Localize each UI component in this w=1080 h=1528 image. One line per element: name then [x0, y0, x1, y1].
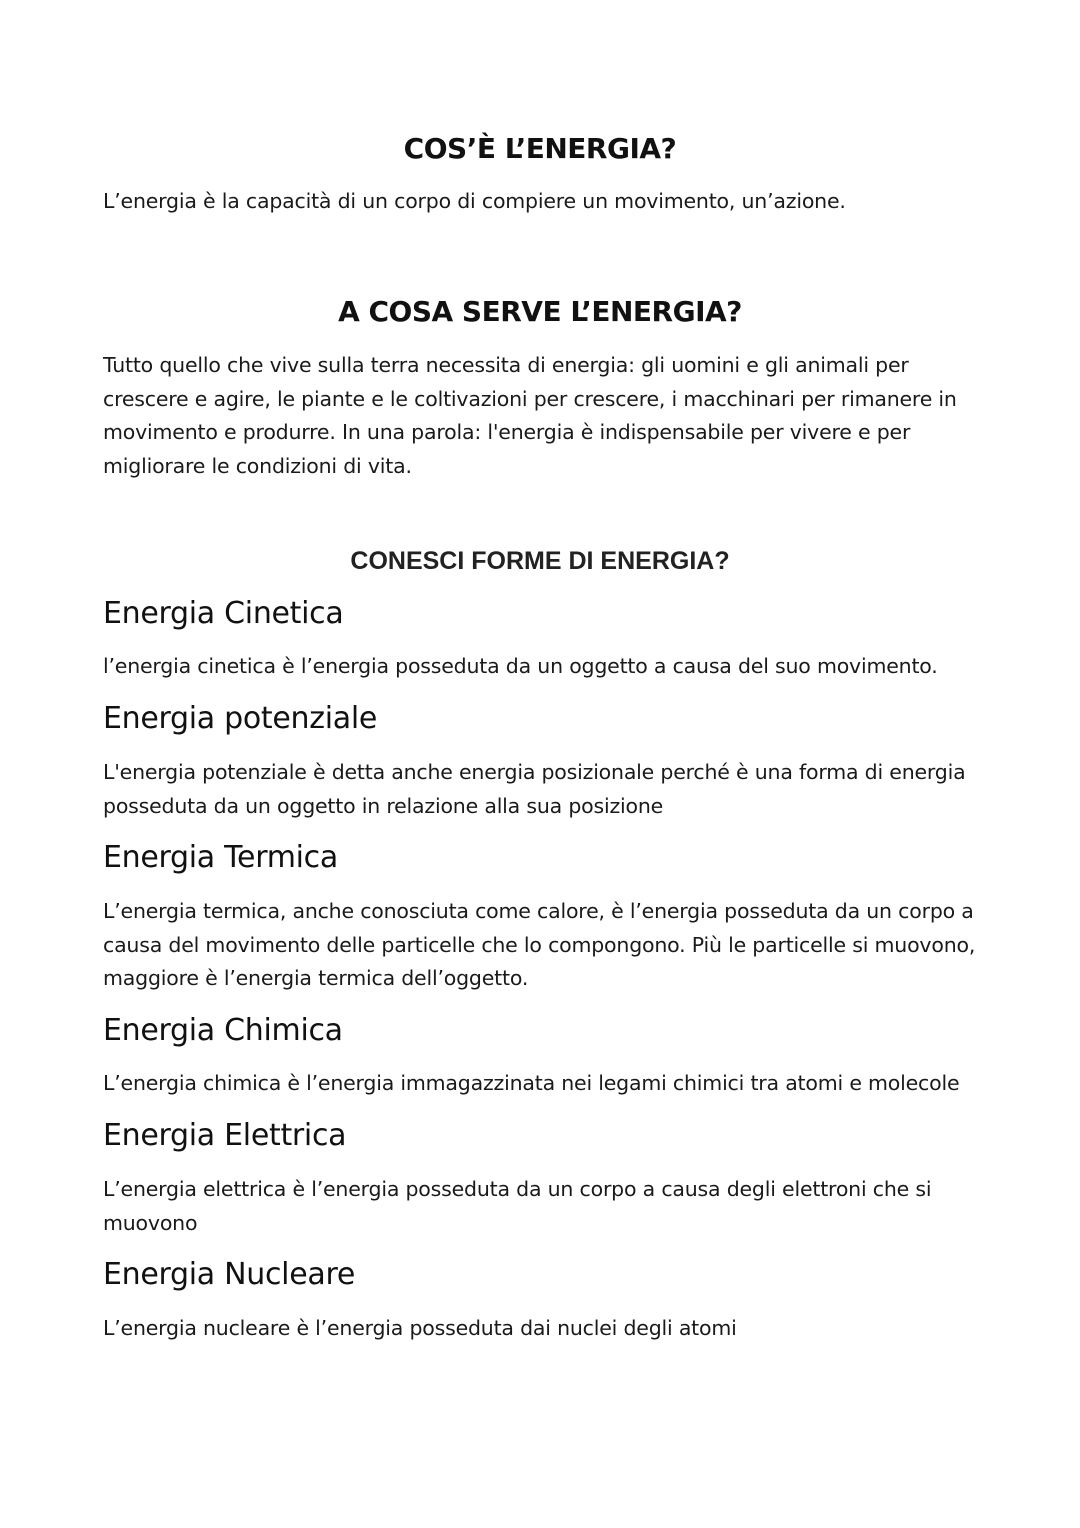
- forms-title: CONESCI FORME DI ENERGIA?: [350, 547, 730, 575]
- purpose-text: Tutto quello che vive sulla terra necessita di energia: gli uomini e gli animali per crescere e agire, le piante e le coltivazioni per crescere, i macchinari per rimanere in movimento e produrre. In una parola: l'energia è indispensabile per vivere e per migliorare le condizioni di vita.: [103, 353, 957, 478]
- intro-title: COS’È L’ENERGIA?: [403, 132, 677, 165]
- form-name-cinetica: Energia Cinetica: [103, 596, 344, 631]
- form-name-potenziale: Energia potenziale: [103, 701, 378, 736]
- form-name-nucleare: Energia Nucleare: [103, 1257, 355, 1292]
- form-text-termica: L’energia termica, anche conosciuta come calore, è l’energia posseduta da un corpo a causa del movimento delle particelle che lo compongono. Più le particelle si muovono, maggiore è l’energia termica dell’oggetto.: [103, 899, 976, 990]
- form-text-chimica: L’energia chimica è l’energia immagazzinata nei legami chimici tra atomi e molecole: [103, 1071, 960, 1095]
- form-name-elettrica: Energia Elettrica: [103, 1118, 347, 1153]
- form-name-termica: Energia Termica: [103, 840, 338, 875]
- purpose-title: A COSA SERVE L’ENERGIA?: [338, 295, 742, 328]
- form-text-elettrica: L’energia elettrica è l’energia posseduta da un corpo a causa degli elettroni che si muovono: [103, 1177, 932, 1235]
- form-text-nucleare: L’energia nucleare è l’energia posseduta dai nuclei degli atomi: [103, 1316, 737, 1340]
- form-text-potenziale: L'energia potenziale è detta anche energia posizionale perché è una forma di energia posseduta da un oggetto in relazione alla sua posizione: [103, 760, 966, 818]
- form-name-chimica: Energia Chimica: [103, 1013, 343, 1048]
- intro-text: L’energia è la capacità di un corpo di compiere un movimento, un’azione.: [103, 189, 846, 213]
- form-text-cinetica: l’energia cinetica è l’energia posseduta da un oggetto a causa del suo movimento.: [103, 654, 938, 678]
